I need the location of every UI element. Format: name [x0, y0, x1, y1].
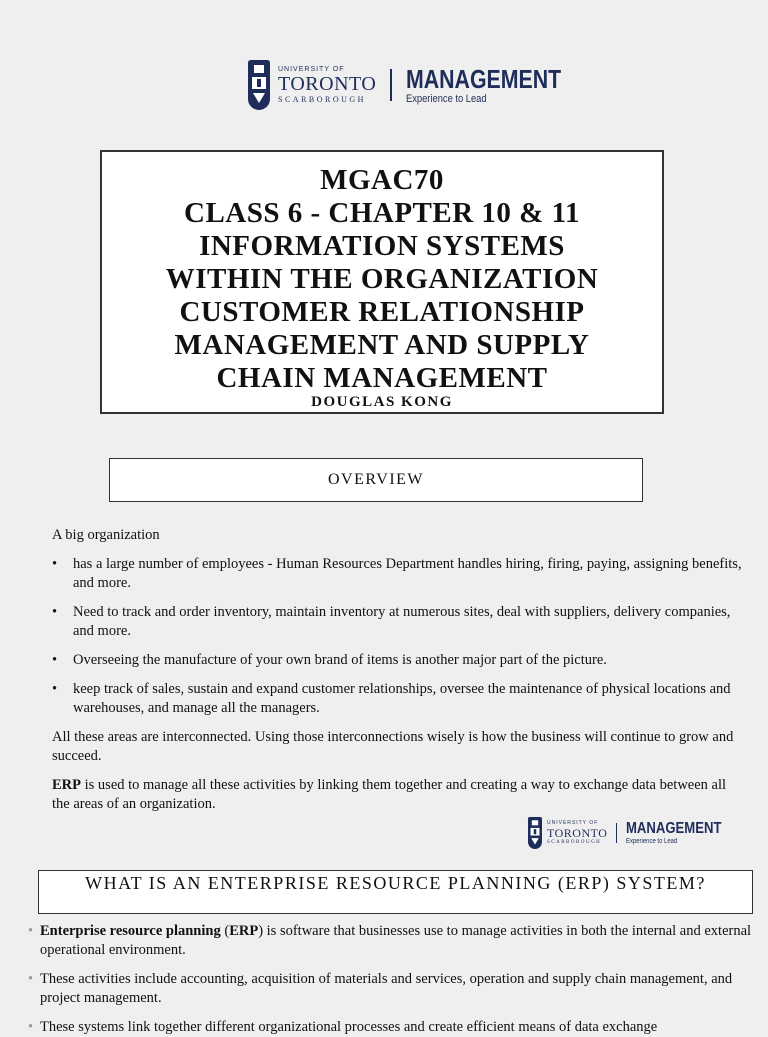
- university-line-1: UNIVERSITY OF: [278, 66, 345, 73]
- university-line-2: TORONTO: [278, 73, 377, 95]
- title-line: MGAC70: [320, 164, 444, 196]
- overview-bullet-list: [52, 555, 742, 718]
- erp-bullet-list: [28, 922, 753, 1037]
- list-item: • has a large number of employees - Human Resources Department handles hiring, firing, paying, assigning benefits, and more.: [52, 555, 742, 593]
- erp-heading: WHAT IS AN ENTERPRISE RESOURCE PLANNING (ERP) SYSTEM?: [38, 870, 753, 914]
- overview-paragraph-1: All these areas are interconnected. Using those interconnections wisely is how the business will continue to grow and succeed.: [52, 729, 734, 764]
- title-line: CHAIN MANAGEMENT: [216, 362, 548, 394]
- university-crest-icon: [248, 60, 270, 110]
- logo-separator: [390, 69, 392, 101]
- erp-text: (: [220, 923, 230, 939]
- logo-separator: [616, 823, 617, 843]
- overview-intro: A big organization: [52, 527, 160, 543]
- list-item: • Overseeing the manufacture of your own brand of items is another major part of the picture.: [52, 651, 742, 670]
- title-line: WITHIN THE ORGANIZATION: [165, 263, 599, 295]
- erp-bold-term: ERP: [52, 777, 81, 793]
- overview-paragraph-2: [52, 776, 742, 814]
- university-line-2: TORONTO: [547, 826, 608, 840]
- list-item: • keep track of sales, sustain and expand customer relationships, oversee the maintenance of physical locations and warehouses, and manage all the managers.: [52, 680, 742, 718]
- title-line: CLASS 6 - CHAPTER 10 & 11: [184, 197, 580, 229]
- erp-acronym-bold: ERP: [229, 923, 259, 939]
- top-logo: [248, 60, 595, 110]
- small-logo: [528, 817, 743, 849]
- list-item: • These activities include accounting, acquisition of materials and services, operation and supply chain management, and project management.: [28, 970, 753, 1008]
- management-tagline: Experience to Lead: [626, 838, 678, 845]
- management-tagline: Experience to Lead: [405, 92, 487, 105]
- management-label: MANAGEMENT: [405, 63, 561, 94]
- university-line-1: UNIVERSITY OF: [547, 820, 599, 826]
- overview-body: [52, 526, 742, 814]
- list-item: • These systems link together different organizational processes and create efficient means of data exchange: [28, 1018, 753, 1037]
- title-line: INFORMATION SYSTEMS: [199, 230, 565, 262]
- management-label: MANAGEMENT: [626, 820, 722, 837]
- list-item: • Need to track and order inventory, maintain inventory at numerous sites, deal with suppliers, delivery companies, and more.: [52, 603, 742, 641]
- university-crest-icon: [528, 817, 542, 849]
- title-slide-box: [100, 150, 664, 414]
- university-wordmark: [547, 821, 607, 845]
- university-line-3: SCARBOROUGH: [547, 840, 602, 845]
- erp-text: ) is software that businesses use to manage activities in both the internal and external operational environment.: [40, 923, 752, 958]
- management-wordmark: [405, 63, 595, 105]
- overview-heading: OVERVIEW: [109, 458, 643, 502]
- slide-title: [102, 152, 662, 395]
- university-wordmark: [278, 66, 376, 104]
- management-wordmark: [626, 821, 742, 845]
- university-line-3: SCARBOROUGH: [278, 95, 366, 104]
- overview-paragraph-2-text: is used to manage all these activities by linking them together and creating a way to exchange data between all the areas of an organization.: [52, 777, 727, 812]
- title-line: MANAGEMENT AND SUPPLY: [174, 329, 590, 361]
- erp-term-bold: Enterprise resource planning: [40, 923, 221, 939]
- list-item: [28, 922, 753, 960]
- slide-author: DOUGLAS KONG: [311, 394, 453, 410]
- title-line: CUSTOMER RELATIONSHIP: [179, 296, 585, 328]
